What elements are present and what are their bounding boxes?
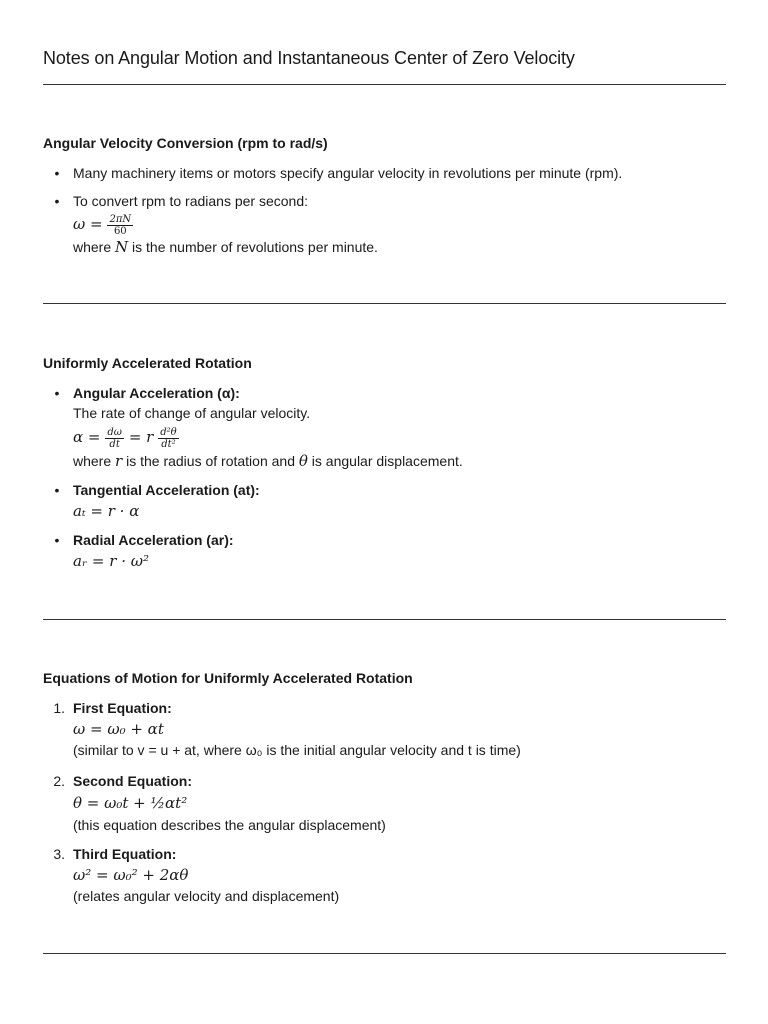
list-item [43,163,726,183]
item-label: Tangential Acceleration (at): [73,482,260,498]
list-item [43,771,726,835]
divider [43,84,726,85]
item-label: Angular Acceleration (α): [73,385,240,401]
list-item [43,530,726,572]
list-item [43,191,726,257]
bullet-icon: • [54,532,60,548]
section-heading-conversion: Angular Velocity Conversion (rpm to rad/s) [43,135,328,151]
bullet-text: Many machinery items or motors specify angular velocity in revolutions per minute (rpm). [73,165,623,181]
equation-note: (relates angular velocity and displacement) [73,888,340,904]
rpm-formula: ω = $\frac{2\pi N}{60}$ [73,213,132,237]
page-title: Notes on Angular Motion and Instantaneous Center of Zero Velocity [43,48,575,68]
divider [43,953,726,954]
fraction: $\frac{d\omega}{dt}$ [107,426,122,450]
radial-formula: aᵣ = r · ω² [73,552,149,570]
section-heading-uniform: Uniformly Accelerated Rotation [43,355,252,371]
equation-note: (similar to v = u + at, where ω₀ is the initial angular velocity and t is time) [73,742,521,758]
fraction: $\frac{\text{d²θ}}{\text{dt²}}$ [160,426,177,450]
list-item [43,698,726,760]
bullet-icon: • [54,165,60,181]
list-number: 1. [53,700,65,716]
bullet-icon: • [54,385,60,401]
item-label: Third Equation: [73,846,177,862]
equation-formula: ω = ω₀ + αt [73,720,164,738]
equation-formula: θ = ω₀t + ½αt² [73,794,188,812]
list-item [43,480,726,522]
list-number: 2. [53,773,65,789]
equation-note: (this equation describes the angular displacement) [73,817,386,833]
tangential-formula: aₜ = r · α [73,502,140,520]
list-item [43,844,726,906]
item-description: The rate of change of angular velocity. [73,405,311,421]
bullet-text: To convert rpm to radians per second: [73,193,309,209]
fraction: $\frac{2\pi N}{60}$ [109,213,132,237]
item-label: Second Equation: [73,773,192,789]
item-label: Radial Acceleration (ar): [73,532,234,548]
alpha-formula: α = $\frac{d\omega}{dt}$ = r $\frac{\text{d²θ}}{\text{dt²}}$ [73,426,177,450]
item-label: First Equation: [73,700,172,716]
bullet-icon: • [54,193,60,209]
section-heading-equations: Equations of Motion for Uniformly Accelerated Rotation [43,670,413,686]
list-item [43,383,726,471]
equation-formula: ω² = ω₀² + 2αθ [73,866,189,884]
bullet-icon: • [54,482,60,498]
where-text: where N is the number of revolutions per minute. [73,238,378,256]
divider [43,619,726,620]
where-text: where r is the radius of rotation and θ is angular displacement. [73,452,463,470]
list-number: 3. [53,846,65,862]
divider [43,303,726,304]
